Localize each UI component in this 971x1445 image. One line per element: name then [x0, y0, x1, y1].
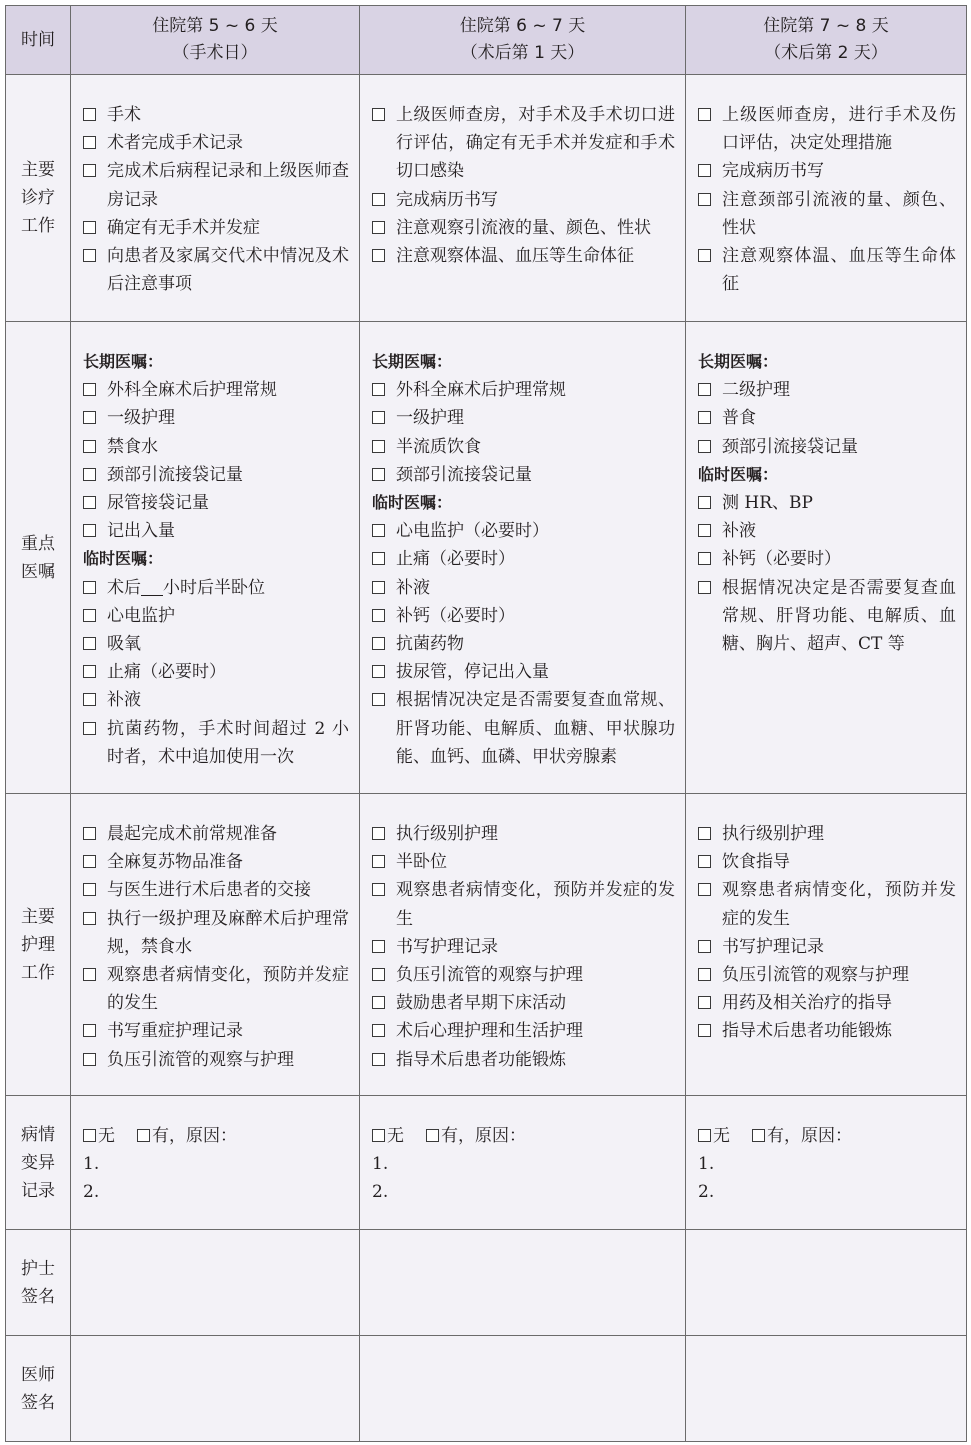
checklist-item[interactable]	[83, 686, 349, 714]
checklist-item-text: 执行级别护理	[396, 824, 498, 844]
checkbox-icon[interactable]	[372, 383, 385, 396]
header-row	[6, 6, 967, 75]
checklist-item[interactable]	[83, 905, 349, 961]
variation-reason-line[interactable]: 2.	[83, 1182, 100, 1203]
checklist-item-text: 负压引流管的观察与护理	[107, 1049, 294, 1070]
checkbox-icon[interactable]	[83, 1053, 96, 1066]
variation-reason-line[interactable]: 1.	[698, 1154, 715, 1175]
row-label-diagnosis-text: 主要诊疗工作	[20, 160, 55, 236]
checklist-item[interactable]	[83, 157, 349, 213]
checklist-item-text: 外科全麻术后护理常规	[396, 380, 566, 401]
checkbox-icon[interactable]	[83, 249, 96, 262]
checkbox-icon[interactable]	[83, 411, 96, 424]
checklist-item[interactable]	[83, 961, 349, 1017]
checkbox-icon[interactable]	[83, 221, 96, 234]
checklist-item-text: 注意颈部引流液的量、颜色、性状	[722, 189, 956, 238]
checkbox-icon[interactable]	[698, 108, 711, 121]
checkbox-icon[interactable]	[83, 609, 96, 622]
checkbox-icon[interactable]	[372, 968, 385, 981]
checkbox-icon[interactable]	[83, 722, 96, 735]
checklist-item-text: 全麻复苏物品准备	[107, 852, 243, 873]
checklist-item[interactable]	[372, 989, 675, 1017]
nursing-cell-1	[71, 794, 360, 1096]
checklist-item-text: 书写重症护理记录	[107, 1021, 243, 1042]
checklist-item[interactable]	[83, 489, 349, 517]
checklist-item[interactable]	[372, 820, 675, 848]
has-variation-checkbox[interactable]	[752, 1129, 765, 1142]
checklist-item-text: 补钙（必要时）	[396, 605, 515, 626]
checklist-item-text: 颈部引流接袋记量	[396, 464, 532, 485]
row-label-nurse-signature	[6, 1230, 71, 1336]
checkbox-icon[interactable]	[698, 440, 711, 453]
checkbox-icon[interactable]	[83, 693, 96, 706]
row-doctor-signature	[6, 1336, 967, 1442]
checkbox-icon[interactable]	[698, 164, 711, 177]
variation-options	[698, 1122, 956, 1150]
checklist-item-text: 书写护理记录	[722, 936, 824, 957]
no-variation-label: 无	[387, 1126, 404, 1146]
checklist-item[interactable]: 术后 小时后半卧位	[83, 574, 349, 602]
checkbox-icon[interactable]	[83, 136, 96, 149]
checklist-item-text: 术者完成手术记录	[107, 133, 243, 154]
checkbox-icon[interactable]	[83, 883, 96, 896]
checklist-item[interactable]	[372, 658, 675, 686]
checklist-item-text: 注意观察引流液的量、颜色、性状	[396, 217, 651, 238]
row-label-doctor-signature	[6, 1336, 71, 1442]
checklist-item-text: 手术	[107, 105, 141, 125]
checklist-item-text: 术后心理护理和生活护理	[396, 1021, 583, 1042]
checklist-item-text: 心电监护（必要时）	[396, 521, 549, 542]
doctor-signature-field-3[interactable]	[686, 1336, 967, 1442]
checkbox-icon[interactable]	[372, 855, 385, 868]
variation-options	[83, 1122, 349, 1150]
checklist-item-text: 鼓励患者早期下床活动	[396, 993, 566, 1014]
row-label-nurse-signature-text: 护士签名	[20, 1258, 55, 1307]
checklist-item[interactable]	[372, 186, 675, 214]
variation-reason-line[interactable]: 2.	[372, 1182, 389, 1203]
checklist-item[interactable]	[83, 214, 349, 242]
day-header-1-subtitle: （手术日）	[172, 43, 258, 63]
checklist-item[interactable]	[83, 461, 349, 489]
checklist-item-text: 补钙（必要时）	[722, 549, 841, 570]
checkbox-icon[interactable]	[372, 1024, 385, 1037]
checklist-item-text: 尿管接袋记量	[107, 493, 209, 514]
checkbox-icon[interactable]	[698, 968, 711, 981]
checklist-item-text: 指导术后患者功能锻炼	[722, 1021, 892, 1042]
checkbox-icon[interactable]	[83, 440, 96, 453]
checklist-item-text: 观察患者病情变化，预防并发症的发生	[722, 880, 956, 929]
checklist-item[interactable]	[698, 157, 956, 185]
variation-cell-3	[686, 1096, 967, 1230]
checklist-item[interactable]	[372, 461, 675, 489]
checklist-item[interactable]	[83, 630, 349, 658]
checkbox-icon[interactable]	[372, 468, 385, 481]
checklist-item-text: 根据情况决定是否需要复查血常规、肝肾功能、电解质、血糖、胸片、超声、CT 等	[722, 577, 956, 655]
checkbox-icon[interactable]	[698, 249, 711, 262]
row-orders	[6, 322, 967, 794]
checkbox-icon[interactable]	[83, 524, 96, 537]
checklist-item[interactable]	[372, 376, 675, 404]
row-diagnosis	[6, 75, 967, 322]
checklist-item[interactable]	[698, 961, 956, 989]
checkbox-icon[interactable]	[83, 912, 96, 925]
checklist-item-text: 颈部引流接袋记量	[107, 464, 243, 485]
checkbox-icon[interactable]	[698, 552, 711, 565]
checklist-item[interactable]	[698, 848, 956, 876]
row-label-nursing-text: 主要护理工作	[20, 906, 55, 983]
checklist-item[interactable]	[698, 820, 956, 848]
checklist-item-text: 半流质饮食	[396, 436, 481, 457]
checklist-item-text: 普食	[722, 408, 756, 429]
has-variation-label: 有，原因：	[152, 1126, 237, 1146]
checkbox-icon[interactable]	[698, 193, 711, 206]
has-variation-checkbox[interactable]	[426, 1129, 439, 1142]
orders-cell-2	[360, 322, 686, 794]
checklist-item-text: 一级护理	[107, 408, 175, 429]
doctor-signature-field-1[interactable]	[71, 1336, 360, 1442]
checklist-item[interactable]	[372, 404, 675, 432]
checklist-item[interactable]	[372, 961, 675, 989]
checklist-item[interactable]	[372, 517, 675, 545]
checklist-item-text: 上级医师查房，进行手术及伤口评估，决定处理措施	[722, 105, 956, 154]
row-label-doctor-signature-text: 医师签名	[20, 1364, 55, 1413]
checkbox-icon[interactable]	[83, 581, 96, 594]
row-nursing	[6, 794, 967, 1096]
no-variation-label: 无	[713, 1126, 730, 1146]
checklist-item-text: 拔尿管，停记出入量	[396, 662, 549, 683]
checklist-item-text: 负压引流管的观察与护理	[722, 965, 909, 986]
checkbox-icon[interactable]	[698, 496, 711, 509]
checkbox-icon[interactable]	[372, 581, 385, 594]
checklist-item[interactable]	[698, 989, 956, 1017]
checklist-item-text: 完成术后病程记录和上级医师查房记录	[107, 161, 349, 210]
checklist-item[interactable]	[83, 517, 349, 545]
checklist-item[interactable]	[83, 433, 349, 461]
checklist-item[interactable]	[698, 186, 956, 242]
has-variation-label: 有，原因：	[767, 1126, 852, 1146]
day-header-1-title: 住院第 5 ~ 6 天	[152, 16, 278, 36]
checkbox-icon[interactable]	[372, 524, 385, 537]
nurse-signature-field-3[interactable]	[686, 1230, 967, 1336]
checklist-item[interactable]	[83, 1017, 349, 1045]
no-variation-label: 无	[98, 1126, 115, 1146]
variation-reason-line[interactable]: 1.	[372, 1154, 389, 1175]
temporary-orders-heading: 临时医嘱：	[372, 493, 453, 513]
doctor-signature-field-2[interactable]	[360, 1336, 686, 1442]
no-variation-checkbox[interactable]	[698, 1129, 711, 1142]
checkbox-icon[interactable]	[698, 524, 711, 537]
day-header-3	[686, 6, 967, 75]
long-term-orders-heading: 长期医嘱：	[698, 352, 779, 371]
day-header-2-subtitle: （术后第 1 天）	[460, 43, 585, 63]
checklist-item[interactable]	[372, 214, 675, 242]
no-variation-checkbox[interactable]	[372, 1129, 385, 1142]
row-label-variation-text: 病情变异记录	[20, 1124, 55, 1201]
checkbox-icon[interactable]	[83, 968, 96, 981]
checklist-item-text: 半卧位	[396, 852, 447, 873]
checklist-item-text: 外科全麻术后护理常规	[107, 380, 277, 401]
variation-options	[372, 1122, 675, 1150]
checklist-item[interactable]	[83, 1046, 349, 1074]
checkbox-icon[interactable]	[698, 383, 711, 396]
row-label-nursing	[6, 794, 71, 1096]
variation-cell-1	[71, 1096, 360, 1230]
checklist-item-text: 执行级别护理	[722, 824, 824, 844]
checklist-item[interactable]	[698, 545, 956, 573]
day-header-3-title: 住院第 7 ~ 8 天	[763, 16, 889, 36]
temporary-orders-heading: 临时医嘱：	[698, 464, 779, 484]
checklist-item[interactable]	[372, 433, 675, 461]
checklist-item-text: 一级护理	[396, 408, 464, 429]
row-nurse-signature	[6, 1230, 967, 1336]
checklist-item[interactable]	[83, 129, 349, 157]
checklist-item[interactable]	[372, 686, 675, 771]
checklist-item-text: 心电监护	[107, 605, 175, 626]
nurse-signature-field-1[interactable]	[71, 1230, 360, 1336]
checklist-item-text: 完成病历书写	[722, 161, 824, 182]
checklist-item-text: 观察患者病情变化，预防并发症的发生	[396, 880, 675, 929]
orders-cell-3	[686, 322, 967, 794]
checklist-item-text: 补液	[107, 690, 141, 711]
checklist-item[interactable]	[372, 876, 675, 932]
checkbox-icon[interactable]	[372, 827, 385, 840]
checklist-item-text: 完成病历书写	[396, 189, 498, 210]
checklist-item[interactable]	[698, 101, 956, 157]
checklist-item-text: 上级医师查房，对手术及手术切口进行评估，确定有无手术并发症和手术切口感染	[396, 105, 675, 182]
diagnosis-cell-1	[71, 75, 360, 322]
checkbox-icon[interactable]	[698, 411, 711, 424]
checklist-item-text: 指导术后患者功能锻炼	[396, 1049, 566, 1070]
checklist-item[interactable]	[698, 376, 956, 404]
checkbox-icon[interactable]	[83, 1024, 96, 1037]
checklist-item-text: 二级护理	[722, 380, 790, 401]
checkbox-icon[interactable]	[372, 552, 385, 565]
long-term-orders-heading: 长期医嘱：	[83, 352, 164, 371]
day-header-1	[71, 6, 360, 75]
checklist-item-text: 补液	[722, 521, 756, 542]
checkbox-icon[interactable]	[372, 883, 385, 896]
checkbox-icon[interactable]	[372, 411, 385, 424]
row-label-variation	[6, 1096, 71, 1230]
checklist-item[interactable]	[372, 630, 675, 658]
checklist-item-text: 注意观察体温、血压等生命体征	[396, 246, 634, 267]
checkbox-icon[interactable]	[698, 855, 711, 868]
checklist-item-text: 止痛（必要时）	[396, 549, 515, 570]
checklist-item-text: 确定有无手术并发症	[107, 217, 260, 238]
orders-cell-1	[71, 322, 360, 794]
checklist-item[interactable]	[372, 1046, 675, 1074]
checkbox-icon[interactable]	[83, 855, 96, 868]
checklist-item[interactable]	[372, 574, 675, 602]
variation-reason-line[interactable]: 2.	[698, 1182, 715, 1203]
checklist-item[interactable]	[698, 489, 956, 517]
checkbox-icon[interactable]	[372, 249, 385, 262]
checklist-item[interactable]	[372, 933, 675, 961]
long-term-orders-heading: 长期医嘱：	[372, 352, 453, 371]
clinical-pathway-table	[5, 5, 967, 1442]
checkbox-icon[interactable]	[372, 940, 385, 953]
checkbox-icon[interactable]	[698, 1024, 711, 1037]
checklist-item-text: 观察患者病情变化，预防并发症的发生	[107, 965, 349, 1014]
checklist-item[interactable]	[83, 820, 349, 848]
checklist-item-text: 根据情况决定是否需要复查血常规、肝肾功能、电解质、血糖、甲状腺功能、血钙、血磷、甲状旁腺素	[396, 690, 675, 767]
day-header-2-title: 住院第 6 ~ 7 天	[459, 16, 586, 36]
checklist-item[interactable]	[83, 404, 349, 432]
checkbox-icon[interactable]	[83, 468, 96, 481]
has-variation-checkbox[interactable]	[137, 1129, 150, 1142]
checkbox-icon[interactable]	[372, 637, 385, 650]
temporary-orders-heading: 临时医嘱：	[83, 549, 164, 569]
checkbox-icon[interactable]	[372, 193, 385, 206]
row-label-orders	[6, 322, 71, 794]
checklist-item-text: 抗菌药物	[396, 634, 464, 655]
day-header-2	[360, 6, 686, 75]
checklist-item[interactable]	[83, 376, 349, 404]
checkbox-icon[interactable]	[372, 221, 385, 234]
checklist-item[interactable]	[83, 602, 349, 630]
checkbox-icon[interactable]	[698, 940, 711, 953]
checklist-item-text: 颈部引流接袋记量	[722, 436, 858, 457]
checkbox-icon[interactable]	[83, 827, 96, 840]
checklist-item[interactable]	[83, 876, 349, 904]
checklist-item-text: 吸氧	[107, 634, 141, 655]
checklist-item-text: 用药及相关治疗的指导	[722, 993, 892, 1014]
row-label-orders-text: 重点医嘱	[20, 533, 55, 582]
checkbox-icon[interactable]	[372, 1053, 385, 1066]
checkbox-icon[interactable]	[83, 164, 96, 177]
checkbox-icon[interactable]	[698, 883, 711, 896]
checklist-item[interactable]	[372, 602, 675, 630]
checklist-item[interactable]	[83, 101, 349, 129]
checkbox-icon[interactable]	[372, 609, 385, 622]
diagnosis-cell-3	[686, 75, 967, 322]
checklist-item[interactable]	[372, 848, 675, 876]
nursing-cell-3	[686, 794, 967, 1096]
checklist-item[interactable]	[698, 242, 956, 298]
checklist-item-text: 注意观察体温、血压等生命体征	[722, 246, 956, 295]
checkbox-icon[interactable]	[83, 383, 96, 396]
checklist-item[interactable]	[698, 517, 956, 545]
checkbox-icon[interactable]	[372, 693, 385, 706]
checkbox-icon[interactable]	[372, 665, 385, 678]
checklist-item[interactable]	[698, 1017, 956, 1045]
checklist-item-text: 测 HR、BP	[722, 493, 813, 514]
checklist-item-text: 禁食水	[107, 436, 158, 457]
checkbox-icon[interactable]	[83, 637, 96, 650]
variation-cell-2	[360, 1096, 686, 1230]
checkbox-icon[interactable]	[372, 440, 385, 453]
day-header-3-subtitle: （术后第 2 天）	[764, 43, 888, 63]
time-header: 时间	[6, 6, 71, 75]
checklist-item-text: 饮食指导	[722, 852, 790, 873]
fill-in-blank[interactable]	[141, 577, 163, 596]
checkbox-icon[interactable]	[83, 665, 96, 678]
checklist-item-text: 补液	[396, 577, 430, 598]
row-variation	[6, 1096, 967, 1230]
checklist-item[interactable]	[372, 1017, 675, 1045]
nurse-signature-field-2[interactable]	[360, 1230, 686, 1336]
checklist-item-text: 负压引流管的观察与护理	[396, 965, 583, 986]
checklist-item-text: 执行一级护理及麻醉术后护理常规，禁食水	[107, 908, 349, 957]
checklist-item[interactable]	[698, 574, 956, 659]
checkbox-icon[interactable]	[698, 827, 711, 840]
checkbox-icon[interactable]	[698, 996, 711, 1009]
checklist-item[interactable]	[372, 101, 675, 186]
checklist-item[interactable]	[83, 242, 349, 298]
checklist-item[interactable]	[83, 715, 349, 771]
checklist-item[interactable]	[372, 545, 675, 573]
checkbox-icon[interactable]	[83, 108, 96, 121]
row-label-diagnosis	[6, 75, 71, 322]
checklist-item[interactable]	[698, 933, 956, 961]
checkbox-icon[interactable]	[372, 108, 385, 121]
checklist-item-text: 记出入量	[107, 521, 175, 542]
checkbox-icon[interactable]	[698, 581, 711, 594]
checklist-item[interactable]	[698, 404, 956, 432]
diagnosis-cell-2	[360, 75, 686, 322]
checklist-item[interactable]	[83, 848, 349, 876]
checklist-item-text: 向患者及家属交代术中情况及术后注意事项	[107, 246, 349, 295]
variation-reason-line[interactable]: 1.	[83, 1154, 100, 1175]
checklist-item[interactable]	[698, 876, 956, 932]
checklist-item-text: 止痛（必要时）	[107, 662, 226, 683]
checklist-item-text: 与医生进行术后患者的交接	[107, 880, 311, 901]
has-variation-label: 有，原因：	[441, 1126, 526, 1146]
checklist-item-text: 抗菌药物，手术时间超过 2 小时者，术中追加使用一次	[107, 718, 349, 767]
nursing-cell-2	[360, 794, 686, 1096]
checkbox-icon[interactable]	[83, 496, 96, 509]
checklist-item[interactable]	[372, 242, 675, 270]
checklist-item-text: 晨起完成术前常规准备	[107, 824, 277, 844]
checklist-item[interactable]	[83, 658, 349, 686]
no-variation-checkbox[interactable]	[83, 1129, 96, 1142]
checklist-item-text: 书写护理记录	[396, 936, 498, 957]
checklist-item[interactable]	[698, 433, 956, 461]
checkbox-icon[interactable]	[372, 996, 385, 1009]
